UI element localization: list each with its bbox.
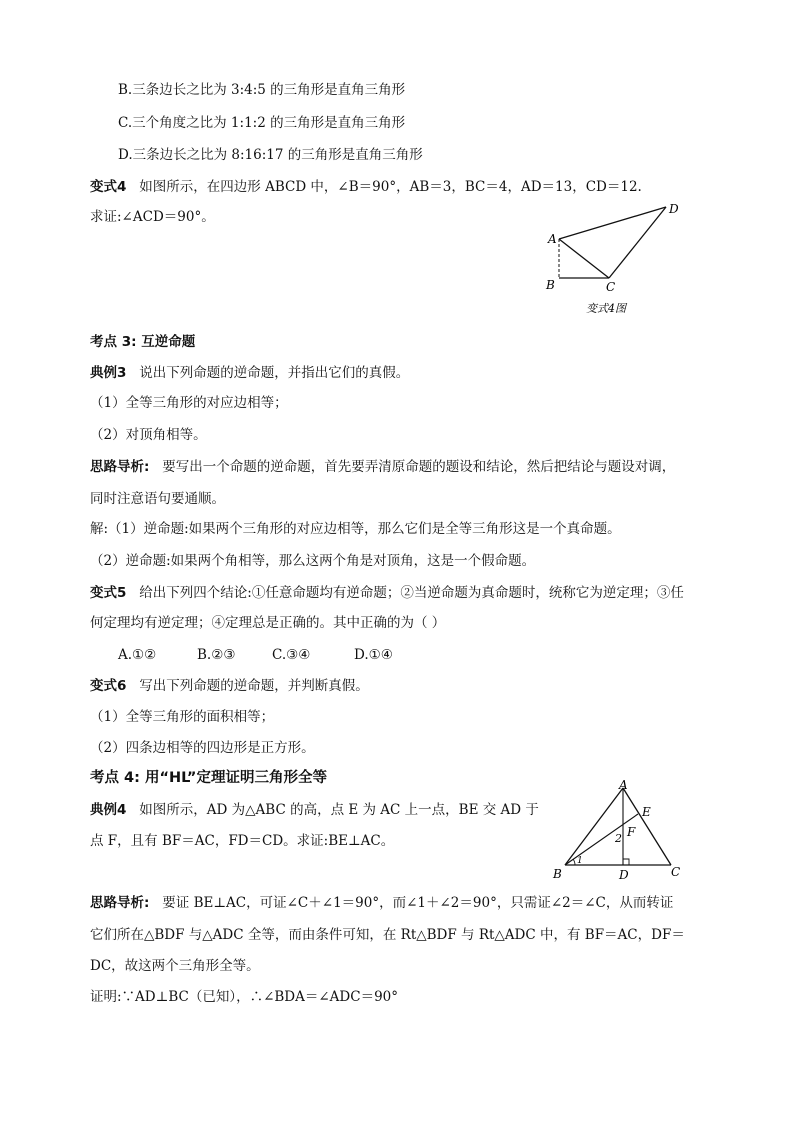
variant5-label: 变式5 bbox=[90, 585, 127, 601]
example4-text1: 如图所示，AD 为△ABC 的高，点 E 为 AC 上一点，BE 交 AD 于 bbox=[139, 802, 539, 818]
example4-line1 bbox=[90, 800, 539, 820]
hint3-label: 思路导析: bbox=[90, 459, 150, 475]
option-d: D.三条边长之比为 8:16:17 的三角形是直角三角形 bbox=[118, 147, 423, 163]
figure-caption: 变式4图 bbox=[586, 302, 626, 315]
variant5-text1: 给出下列四个结论:①任意命题均有逆命题；②当逆命题为真命题时，统称它为逆定理；③任 bbox=[139, 585, 684, 601]
variant5-choice-b: B.②③ bbox=[197, 647, 236, 663]
option-b: B.三条边长之比为 3:4:5 的三角形是直角三角形 bbox=[118, 82, 406, 98]
variant5-choice-a: A.①② bbox=[118, 647, 157, 663]
section-heading-4: 考点 4: 用“HL”定理证明三角形全等 bbox=[90, 770, 327, 786]
vertex-d: D bbox=[619, 868, 629, 882]
variant5-text2: 何定理均有逆定理；④定理总是正确的。其中正确的为（ ） bbox=[90, 615, 446, 631]
segment-ac bbox=[559, 239, 609, 278]
vertex-a: A bbox=[619, 778, 628, 792]
variant6-item1: （1）全等三角形的面积相等； bbox=[90, 709, 275, 725]
example4-figure bbox=[545, 778, 695, 886]
variant4-text: 如图所示，在四边形 ABCD 中，∠B＝90°，AB＝3，BC＝4，AD＝13，CD＝12. bbox=[139, 179, 642, 195]
section-heading-3: 考点 3: 互逆命题 bbox=[90, 334, 196, 350]
hint4-line1 bbox=[90, 893, 673, 913]
example3-item1: （1）全等三角形的对应边相等； bbox=[90, 395, 288, 411]
hint4-text1: 要证 BE⊥AC，可证∠C＋∠1＝90°，而∠1＋∠2＝90°，只需证∠2＝∠C，从而转证 bbox=[162, 895, 674, 911]
vertex-c: C bbox=[671, 865, 681, 879]
solution3-line1: 解:（1）逆命题:如果两个三角形的对应边相等，那么它们是全等三角形这是一个真命题。 bbox=[90, 521, 621, 537]
hint3-line1 bbox=[90, 457, 675, 477]
hint4-label: 思路导析: bbox=[90, 895, 150, 911]
angle-label-2: 2 bbox=[615, 832, 622, 845]
example4-label: 典例4 bbox=[90, 802, 127, 818]
variant4-line bbox=[90, 177, 642, 197]
segment-ad bbox=[559, 207, 666, 239]
angle-label-1: 1 bbox=[577, 856, 583, 866]
variant5-choice-d: D.①④ bbox=[354, 647, 393, 663]
right-angle-mark bbox=[623, 859, 629, 865]
hint4-text3: DC，故这两个三角形全等。 bbox=[90, 958, 260, 974]
example3-line bbox=[90, 363, 409, 383]
variant6-item2: （2）四条边相等的四边形是正方形。 bbox=[90, 740, 315, 756]
variant6-label: 变式6 bbox=[90, 678, 127, 694]
variant6-line bbox=[90, 676, 369, 696]
variant6-text: 写出下列命题的逆命题，并判断真假。 bbox=[139, 678, 369, 694]
vertex-b: B bbox=[553, 867, 562, 881]
point-f: F bbox=[627, 825, 636, 839]
variant4-label: 变式4 bbox=[90, 179, 127, 195]
vertex-d: D bbox=[669, 202, 679, 216]
example3-label: 典例3 bbox=[90, 365, 127, 381]
hint3-text2: 同时注意语句要通顺。 bbox=[90, 491, 225, 507]
option-c: C.三个角度之比为 1:1:2 的三角形是直角三角形 bbox=[118, 115, 406, 131]
variant4-prove: 求证:∠ACD＝90°。 bbox=[90, 209, 215, 225]
hint3-text1: 要写出一个命题的逆命题，首先要弄清原命题的题设和结论，然后把结论与题设对调， bbox=[162, 459, 676, 475]
vertex-b: B bbox=[546, 278, 555, 292]
variant5-line1 bbox=[90, 583, 684, 603]
example4-text2: 点 F，且有 BF＝AC，FD＝CD。求证:BE⊥AC。 bbox=[90, 833, 395, 849]
segment-be bbox=[565, 814, 638, 865]
vertex-e: E bbox=[642, 805, 651, 819]
segment-dc bbox=[609, 207, 666, 278]
proof4-line1: 证明:∵AD⊥BC（已知），∴∠BDA＝∠ADC＝90° bbox=[90, 989, 399, 1005]
variant4-figure bbox=[538, 198, 688, 320]
angle-1-arc bbox=[573, 859, 575, 865]
solution3-line2: （2）逆命题:如果两个角相等，那么这两个角是对顶角，这是一个假命题。 bbox=[90, 553, 536, 569]
example3-text: 说出下列命题的逆命题，并指出它们的真假。 bbox=[139, 365, 410, 381]
variant5-choice-c: C.③④ bbox=[272, 647, 311, 663]
vertex-a: A bbox=[548, 232, 557, 246]
vertex-c: C bbox=[606, 280, 616, 294]
hint4-text2: 它们所在△BDF 与△ADC 全等，而由条件可知，在 Rt△BDF 与 Rt△ADC 中，有 BF＝AC，DF＝ bbox=[90, 927, 685, 943]
segment-ab bbox=[565, 788, 623, 865]
example3-item2: （2）对顶角相等。 bbox=[90, 427, 207, 443]
